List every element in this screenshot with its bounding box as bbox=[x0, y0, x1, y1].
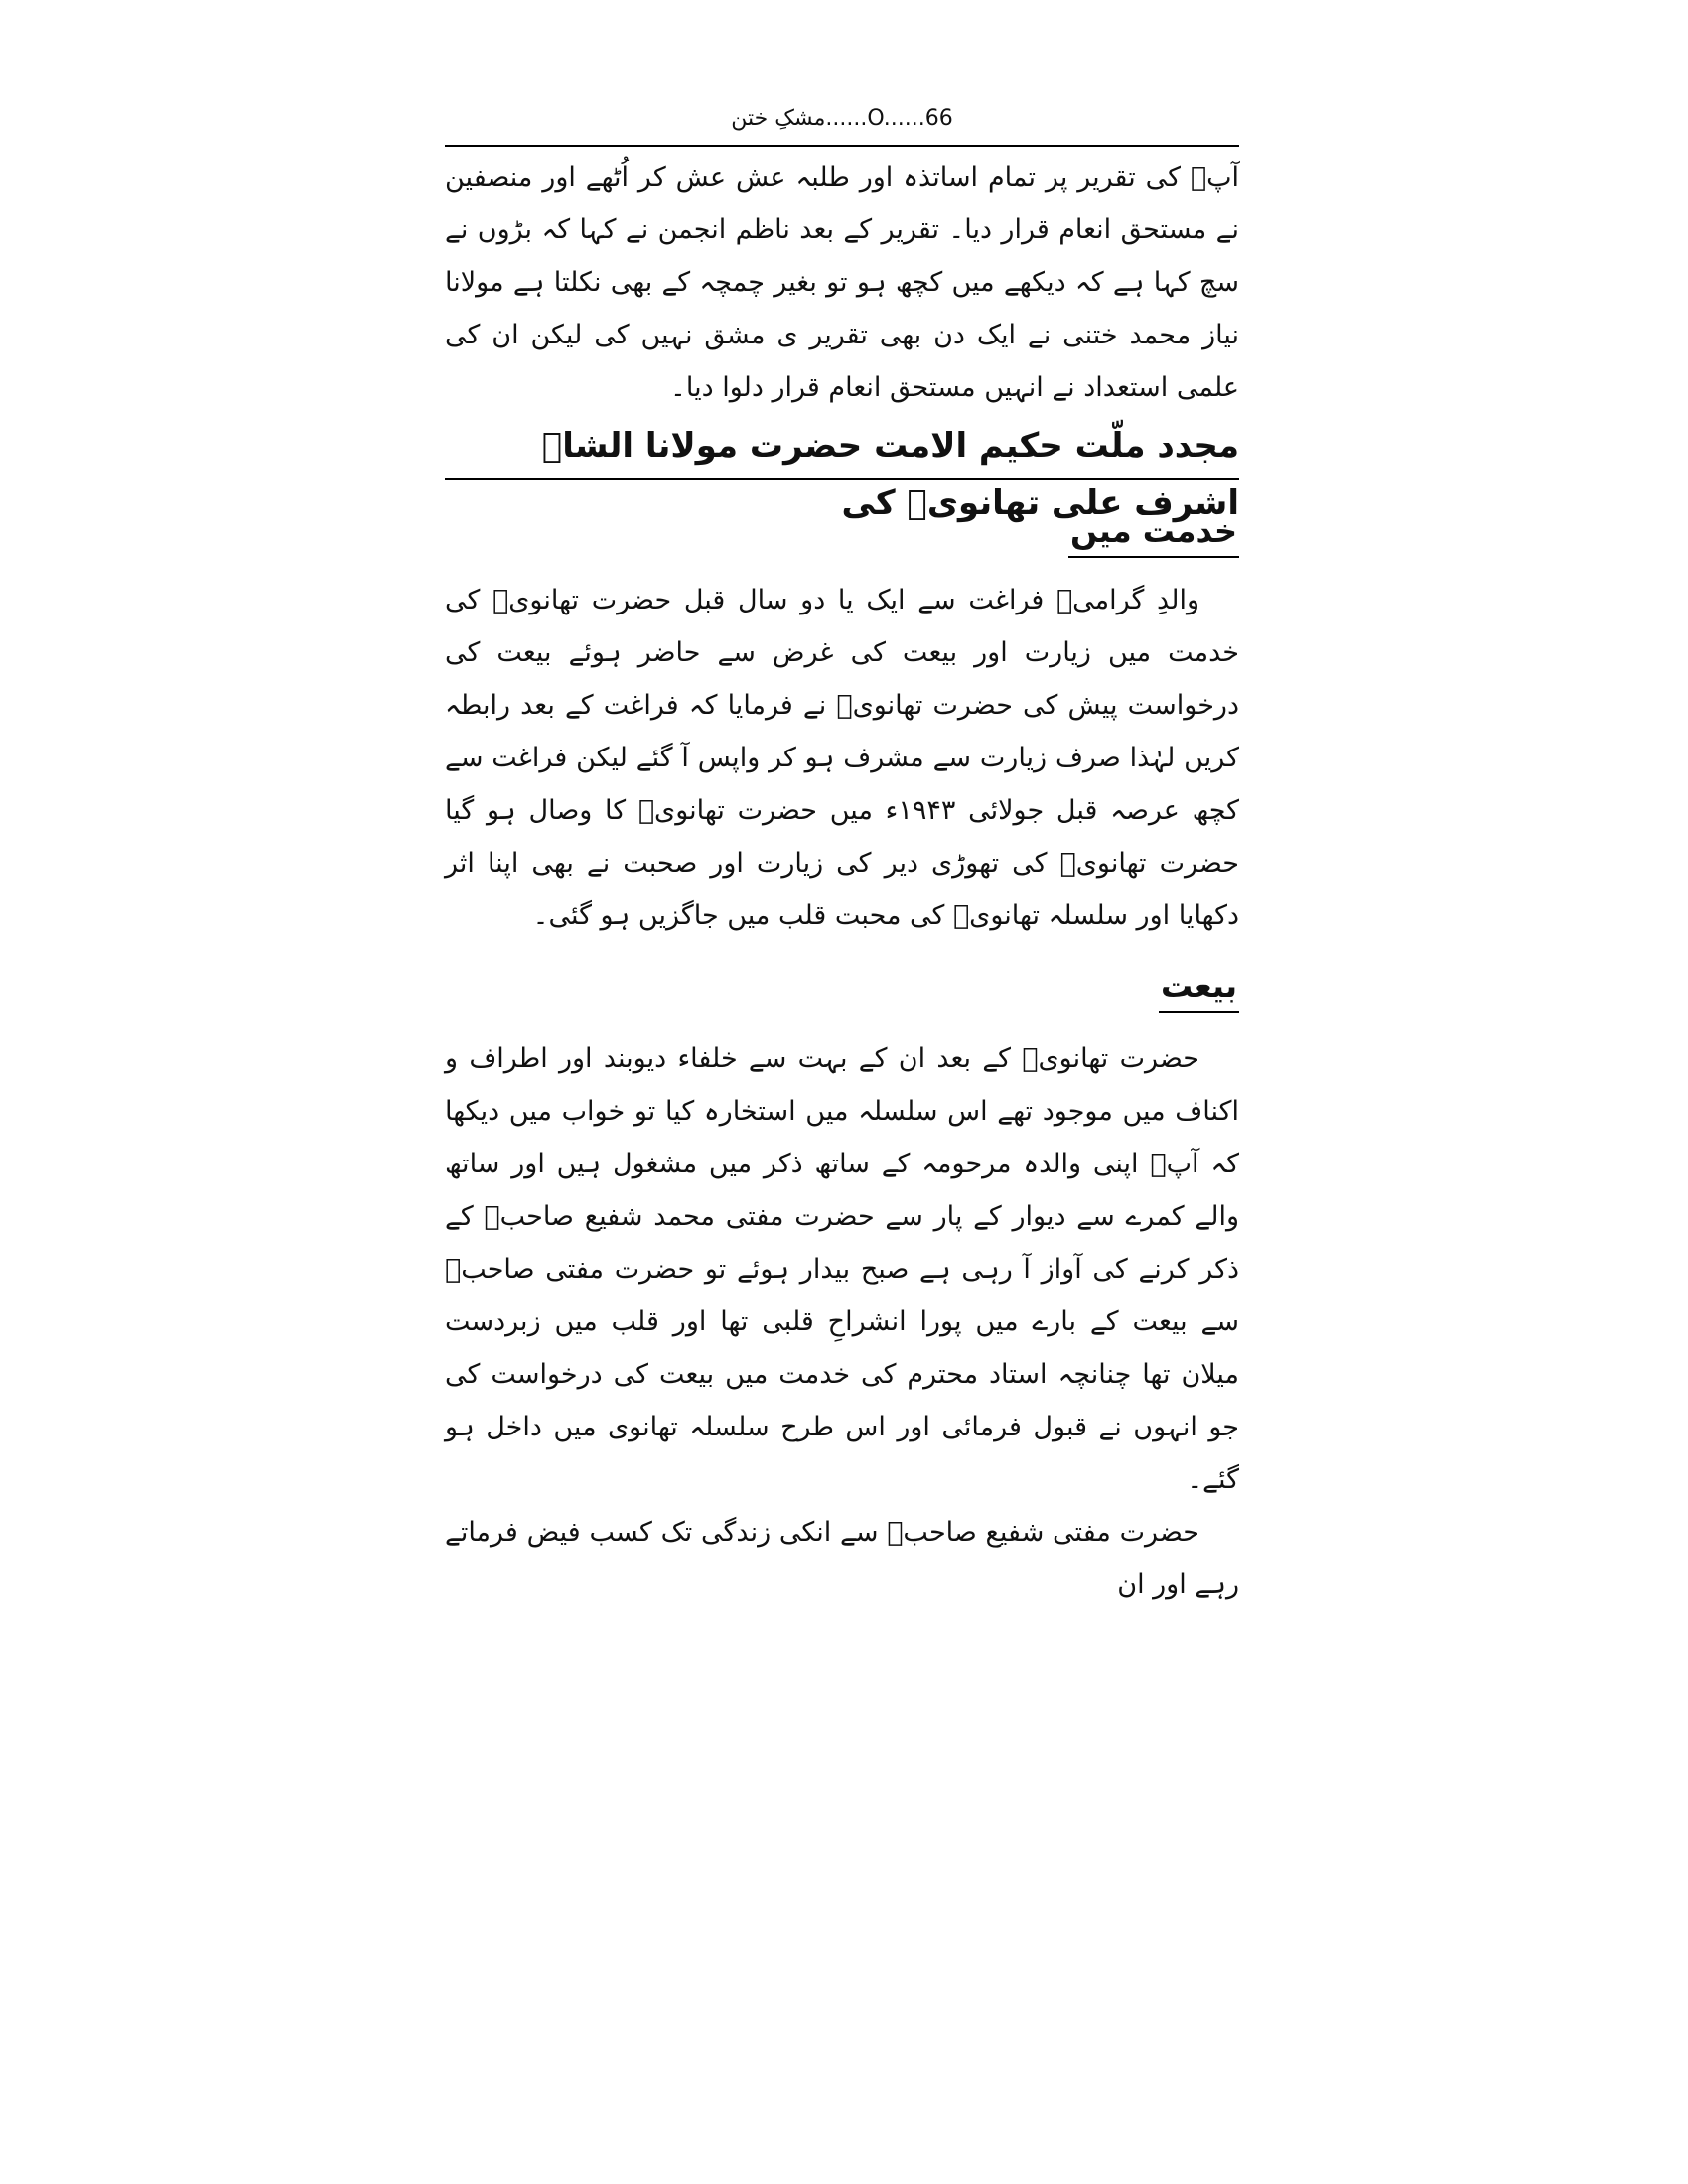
text-block-bayat bbox=[445, 1032, 1239, 1611]
paragraph-closing: حضرت مفتی شفیع صاحبؒ سے انکی زندگی تک کسب فیض فرماتے رہے اور ان bbox=[445, 1517, 1239, 1600]
text-block-intro bbox=[445, 151, 1239, 414]
text-block-khidmat bbox=[445, 574, 1239, 942]
subheading-khidmat: خدمت میں bbox=[1068, 506, 1239, 558]
paragraph-intro: آپؒ کی تقریر پر تمام اساتذہ اور طلبہ عش عش کر اُٹھے اور منصفین نے مستحق انعام قرار دیا۔ تقریر کے بعد ناظم انجمن نے کہا کہ بڑوں نے سچ کہا ہے کہ دیکھے میں کچھ ہو تو بغیر چمچہ کے بھی نکلتا ہے مولانا نیاز محمد ختنی نے ایک دن بھی تقریر ی مشق نہیں کی لیکن ان کی علمی استعداد نے انہیں مستحق انعام قرار دلوا دیا۔ bbox=[445, 162, 1239, 403]
header-rule bbox=[445, 145, 1239, 147]
title-rule bbox=[445, 478, 1239, 480]
running-header: مشکِ ختن......O......66 bbox=[731, 106, 953, 131]
subheading-bayat: بیعت bbox=[1159, 961, 1239, 1013]
paragraph-bayat: حضرت تھانویؒ کے بعد ان کے بہت سے خلفاء دیوبند اور اطراف و اکناف میں موجود تھے اس سلسلہ میں استخارہ کیا تو خواب میں دیکھا کہ آپؒ اپنی والدہ مرحومہ کے ساتھ ذکر میں مشغول ہیں اور ساتھ والے کمرے سے دیوار کے پار سے حضرت مفتی محمد شفیع صاحبؒ کے ذکر کرنے کی آواز آ رہی ہے صبح بیدار ہوئے تو حضرت مفتی صاحبؒ سے بیعت کے بارے میں پورا انشراحِ قلبی تھا اور قلب میں زبردست میلان تھا چنانچہ استاد محترم کی خدمت میں بیعت کی درخواست کی جو انہوں نے قبول فرمائی اور اس طرح سلسلہ تھانوی میں داخل ہو گئے۔ bbox=[445, 1043, 1239, 1495]
section-title: مجدد ملّت حکیم الامت حضرت مولانا الشاہ اشرف علی تھانویؒ کی bbox=[541, 426, 1239, 523]
paragraph-khidmat: والدِ گرامیؒ فراغت سے ایک یا دو سال قبل حضرت تھانویؒ کی خدمت میں زیارت اور بیعت کی غرض سے حاضر ہوئے بیعت کی درخواست پیش کی حضرت تھانویؒ نے فرمایا کہ فراغت کے بعد رابطہ کریں لہٰذا صرف زیارت سے مشرف ہو کر واپس آ گئے لیکن فراغت سے کچھ عرصہ قبل جولائی ۱۹۴۳ء میں حضرت تھانویؒ کا وصال ہو گیا حضرت تھانویؒ کی تھوڑی دیر کی زیارت اور صحبت نے بھی اپنا اثر دکھایا اور سلسلہ تھانویؒ کی محبت قلب میں جاگزیں ہو گئی۔ bbox=[445, 585, 1239, 931]
